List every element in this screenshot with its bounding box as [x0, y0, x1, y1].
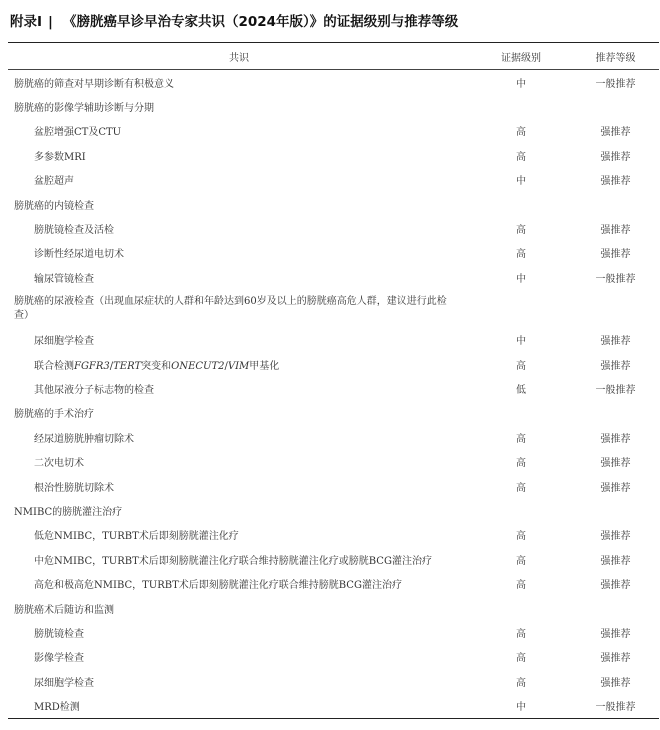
evidence-level: [470, 290, 572, 328]
table-row: [8, 265, 659, 289]
table-row: [8, 645, 659, 669]
evidence-level: 高: [516, 151, 526, 163]
evidence-table: [8, 42, 659, 719]
table-row: [8, 401, 659, 425]
evidence-level: 高: [516, 580, 526, 592]
table-row: [8, 94, 659, 118]
recommendation-grade: [572, 94, 659, 118]
evidence-level: 中: [516, 176, 526, 188]
recommendation-grade: 强推荐: [600, 151, 631, 163]
table-row: [8, 143, 659, 167]
recommendation-grade: 强推荐: [600, 677, 631, 689]
table-row: [8, 523, 659, 547]
consensus-text: 输尿管镜检查: [34, 273, 94, 285]
appendix-label: 附录Ⅰ: [10, 14, 43, 30]
recommendation-grade: 强推荐: [600, 225, 631, 237]
text-segment: 甲基化: [249, 360, 280, 372]
table-row: [8, 620, 659, 644]
table-row: [8, 449, 659, 473]
evidence-level: 高: [516, 360, 526, 372]
consensus-text: 诊断性经尿道电切术: [34, 249, 124, 261]
table-row: [8, 352, 659, 376]
table-row: [8, 571, 659, 595]
recommendation-grade: [572, 192, 659, 216]
evidence-level: 中: [516, 273, 526, 285]
consensus-text: 影像学检查: [34, 653, 84, 665]
table-row: [8, 290, 659, 328]
title-text: 《膀胱癌早诊早治专家共识（2024年版）》的证据级别与推荐等级: [62, 14, 459, 30]
evidence-level: 高: [516, 677, 526, 689]
consensus-text: 经尿道膀胱肿瘤切除术: [34, 433, 134, 445]
table-row: [8, 168, 659, 192]
header-recommendation: 推荐等级: [572, 43, 659, 70]
section-heading: NMIBC的膀胱灌注治疗: [14, 506, 123, 518]
recommendation-grade: 强推荐: [600, 458, 631, 470]
text-segment: 突变和: [141, 360, 172, 372]
recommendation-grade: 一般推荐: [595, 273, 636, 285]
consensus-text: 盆腔超声: [34, 176, 74, 188]
table-row: [8, 596, 659, 620]
text-segment: /: [224, 360, 228, 372]
table-row: [8, 547, 659, 571]
consensus-text: MRD检测: [8, 693, 470, 718]
evidence-level: 高: [516, 555, 526, 567]
evidence-level: 高: [516, 482, 526, 494]
recommendation-grade: [572, 596, 659, 620]
evidence-level: 低: [516, 384, 526, 396]
evidence-level: 高: [516, 628, 526, 640]
table-row: [8, 119, 659, 143]
evidence-level: 高: [516, 127, 526, 139]
evidence-level: 高: [516, 531, 526, 543]
gene-name: VIM: [227, 360, 250, 372]
table-row: [8, 376, 659, 400]
table-row: [8, 498, 659, 522]
recommendation-grade: 一般推荐: [595, 78, 636, 90]
recommendation-grade: 强推荐: [600, 127, 631, 139]
table-row: [8, 216, 659, 240]
consensus-text: 尿细胞学检查: [34, 677, 94, 689]
evidence-level: 高: [516, 458, 526, 470]
evidence-level: 高: [516, 653, 526, 665]
recommendation-grade: 强推荐: [600, 482, 631, 494]
table-row: [8, 241, 659, 265]
evidence-level: 高: [516, 225, 526, 237]
recommendation-grade: [572, 498, 659, 522]
table-header: [8, 43, 659, 70]
recommendation-grade: 强推荐: [600, 176, 631, 188]
evidence-level: 中: [470, 693, 572, 718]
gene-name: TERT: [113, 360, 142, 372]
consensus-text: 多参数MRI: [34, 151, 86, 163]
table-row: [8, 70, 659, 95]
consensus-text: 盆腔增强CT及CTU: [34, 127, 122, 139]
section-heading: 膀胱癌的内镜检查: [14, 200, 94, 212]
table-row: [8, 669, 659, 693]
table-row: [8, 328, 659, 352]
header-evidence-level: 证据级别: [470, 43, 572, 70]
header-consensus: 共识: [8, 43, 470, 70]
table-row: [8, 693, 659, 718]
recommendation-grade: 强推荐: [600, 249, 631, 261]
section-heading: 膀胱癌的影像学辅助诊断与分期: [14, 103, 154, 115]
evidence-level: [470, 192, 572, 216]
table-row: [8, 474, 659, 498]
page-title: [10, 10, 655, 30]
consensus-text: [8, 352, 470, 376]
evidence-level: 高: [516, 249, 526, 261]
consensus-text: 其他尿液分子标志物的检查: [34, 384, 154, 396]
evidence-level: [470, 94, 572, 118]
recommendation-grade: [572, 290, 659, 328]
recommendation-grade: 一般推荐: [572, 693, 659, 718]
consensus-text: 膀胱镜检查及活检: [34, 225, 114, 237]
evidence-level: [470, 596, 572, 620]
recommendation-grade: 强推荐: [600, 433, 631, 445]
recommendation-grade: 强推荐: [600, 336, 631, 348]
consensus-text: 中危NMIBC，TURBT术后即刻膀胱灌注化疗联合维持膀胱灌注化疗或膀胱BCG灌注治疗: [34, 555, 432, 567]
consensus-text: 尿细胞学检查: [34, 336, 94, 348]
section-heading: 膀胱癌术后随访和监测: [14, 604, 114, 616]
evidence-level: 高: [516, 433, 526, 445]
evidence-level: [470, 498, 572, 522]
table-row: [8, 192, 659, 216]
section-heading: 膀胱癌的尿液检查（出现血尿症状的人群和年龄达到60岁及以上的膀胱癌高危人群，建议进行此检查）: [14, 295, 447, 321]
title-separator: |: [48, 14, 53, 30]
recommendation-grade: 强推荐: [600, 580, 631, 592]
consensus-text: 二次电切术: [34, 458, 84, 470]
recommendation-grade: 强推荐: [600, 628, 631, 640]
section-heading: 膀胱癌的手术治疗: [14, 409, 94, 421]
recommendation-grade: [572, 401, 659, 425]
consensus-text: 膀胱镜检查: [34, 628, 84, 640]
consensus-text: 根治性膀胱切除术: [34, 482, 114, 494]
text-segment: /: [109, 360, 114, 372]
evidence-level: 中: [516, 336, 526, 348]
consensus-text: 低危NMIBC，TURBT术后即刻膀胱灌注化疗: [34, 531, 239, 543]
gene-name: FGFR3: [74, 360, 110, 372]
recommendation-grade: 强推荐: [600, 531, 631, 543]
recommendation-grade: 强推荐: [600, 653, 631, 665]
table-row: [8, 425, 659, 449]
recommendation-grade: 强推荐: [600, 555, 631, 567]
recommendation-grade: 一般推荐: [595, 384, 636, 396]
evidence-level: 中: [516, 78, 526, 90]
consensus-text: 膀胱癌的筛查对早期诊断有积极意义: [14, 78, 174, 90]
text-segment: 联合检测: [34, 360, 74, 372]
consensus-text: 高危和极高危NMIBC，TURBT术后即刻膀胱灌注化疗联合维持膀胱BCG灌注治疗: [34, 580, 402, 592]
evidence-level: [470, 401, 572, 425]
gene-name: ONECUT2: [171, 360, 225, 372]
recommendation-grade: 强推荐: [600, 360, 631, 372]
